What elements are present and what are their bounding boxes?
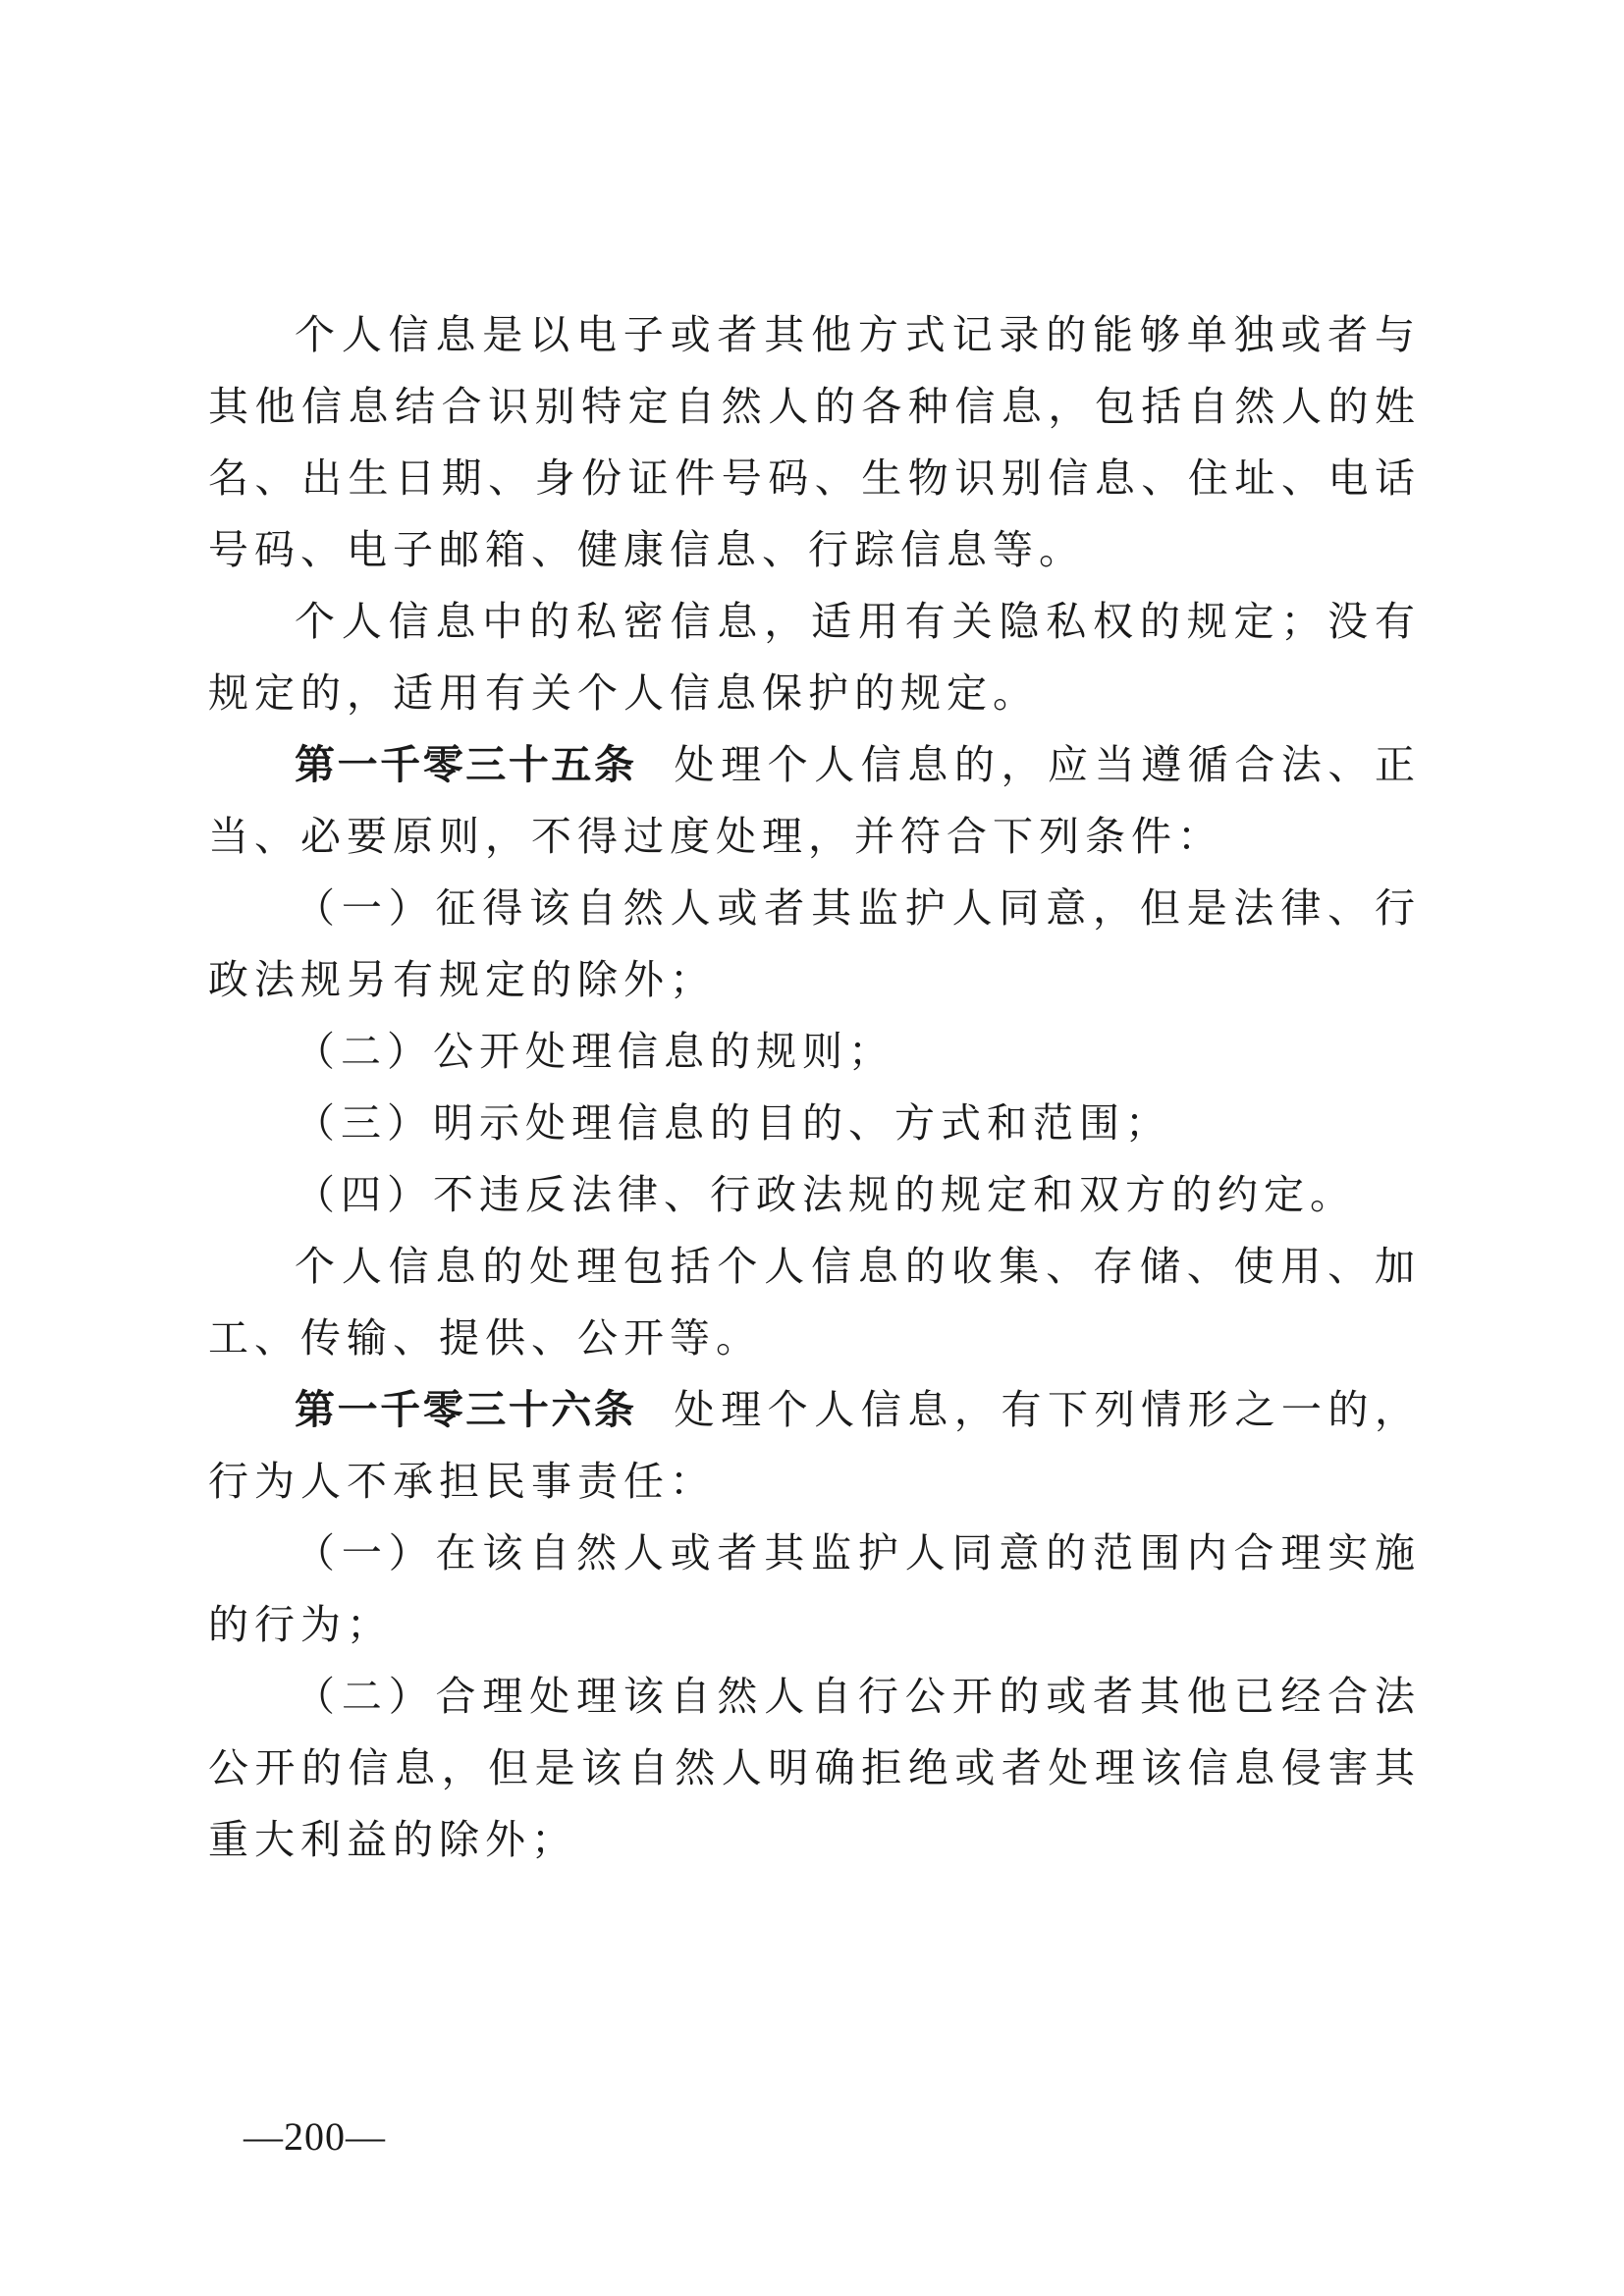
paragraph xyxy=(208,1016,1421,1088)
paragraph-text: 处理个人信息，有下列情形之一的，行为人不承担民事责任： xyxy=(208,1386,1422,1505)
article-number: 第一千零三十六条 xyxy=(295,1386,637,1433)
paragraph-text: （一）在该自然人或者其监护人同意的范围内合理实施的行为； xyxy=(208,1529,1421,1648)
paragraph xyxy=(208,1159,1421,1231)
paragraph xyxy=(208,299,1421,586)
document-body xyxy=(208,299,1421,1876)
paragraph-text: 个人信息中的私密信息，适用有关隐私权的规定；没有规定的，适用有关个人信息保护的规定。 xyxy=(208,598,1421,717)
paragraph-text: 个人信息的处理包括个人信息的收集、存储、使用、加工、传输、提供、公开等。 xyxy=(208,1243,1421,1362)
page-number: —200— xyxy=(244,2114,386,2159)
paragraph-text: （三）明示处理信息的目的、方式和范围； xyxy=(295,1099,1171,1147)
paragraph-text: （二）公开处理信息的规则； xyxy=(295,1028,894,1075)
paragraph-text: （一）征得该自然人或者其监护人同意，但是法律、行政法规另有规定的除外； xyxy=(208,884,1421,1003)
article-number: 第一千零三十五条 xyxy=(295,741,637,788)
paragraph xyxy=(208,1374,1421,1518)
paragraph xyxy=(208,1661,1421,1876)
paragraph xyxy=(208,1518,1421,1661)
paragraph-text: （四）不违反法律、行政法规的规定和双方的约定。 xyxy=(295,1171,1356,1218)
paragraph xyxy=(208,873,1421,1016)
paragraph-text: （二）合理处理该自然人自行公开的或者其他已经合法公开的信息，但是该自然人明确拒绝或者处理该信息侵害其重大利益的除外； xyxy=(208,1673,1421,1863)
paragraph xyxy=(208,729,1421,873)
paragraph xyxy=(208,1088,1421,1159)
paragraph xyxy=(208,586,1421,729)
paragraph xyxy=(208,1231,1421,1374)
paragraph-text: 处理个人信息的，应当遵循合法、正当、必要原则，不得过度处理，并符合下列条件： xyxy=(208,741,1422,860)
paragraph-text: 个人信息是以电子或者其他方式记录的能够单独或者与其他信息结合识别特定自然人的各种信息，包括自然人的姓名、出生日期、身份证件号码、生物识别信息、住址、电话号码、电子邮箱、健康信息、行踪信息等。 xyxy=(208,311,1421,573)
